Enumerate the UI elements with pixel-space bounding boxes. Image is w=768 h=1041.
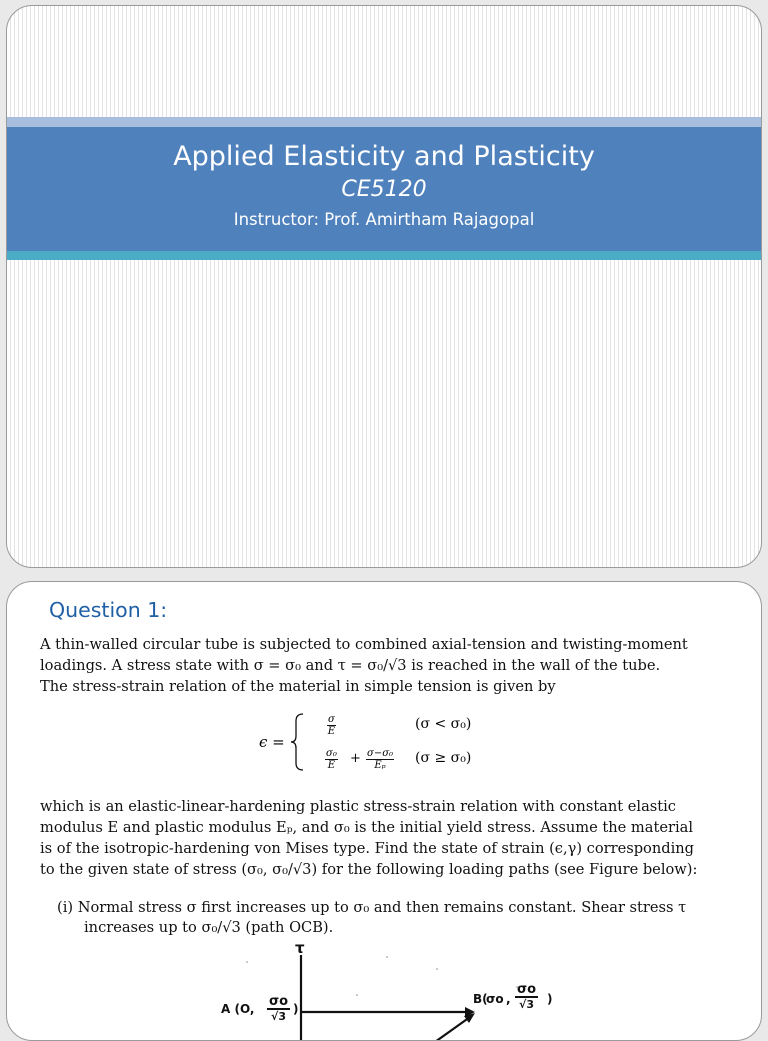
stress-strain-equation [259, 710, 519, 774]
case1-condition: (σ < σ₀) [415, 716, 472, 732]
text-line: The stress-strain relation of the material in simple tension is given by [40, 678, 556, 695]
fraction-plastic-term: $\frac{\text{σ−σ₀}}{\text{Eₚ}}$ [367, 748, 394, 771]
point-b-fraction: σo √3 [517, 982, 537, 1011]
point-b-prefix: B( [473, 992, 488, 1006]
question-heading: Question 1: [49, 598, 168, 622]
point-a-suffix: ) [293, 1002, 299, 1016]
title-band-bottom [7, 251, 761, 260]
title-band-top [7, 117, 761, 127]
title-block [7, 139, 761, 233]
left-brace-icon [289, 713, 305, 771]
text-line: modulus E and plastic modulus Eₚ, and σ₀ is the initial yield stress. Assume the material [40, 819, 693, 836]
fraction-sigma-over-e: $\frac{\sigma}{E}$ [327, 714, 336, 737]
fraction-sigma0-over-e: $\frac{\text{σ₀}}{E}$ [326, 748, 337, 771]
text-line: to the given state of stress (σ₀, σ₀/√3) for the following loading paths (see Figure below): [40, 861, 698, 878]
text-line: (i) Normal stress σ first increases up to σ₀ and then remains constant. Shear stress τ [57, 899, 687, 916]
case2-condition: (σ ≥ σ₀) [415, 750, 472, 766]
text-line: A thin-walled circular tube is subjected to combined axial-tension and twisting-moment [40, 636, 688, 653]
problem-intro [40, 634, 730, 697]
course-title: Applied Elasticity and Plasticity [173, 141, 595, 172]
text-line: which is an elastic-linear-hardening plastic stress-strain relation with constant elastic [40, 798, 676, 815]
problem-body [40, 796, 730, 880]
title-slide [6, 5, 762, 568]
figure-axes [207, 947, 567, 1041]
point-b-sigma: σo [486, 992, 504, 1006]
point-b-suffix: ) [547, 992, 553, 1006]
instructor-line: Instructor: Prof. Amirtham Rajagopal [233, 210, 535, 229]
text-line: increases up to σ₀/√3 (path OCB). [84, 919, 334, 936]
point-a-fraction: σo √3 [269, 994, 289, 1023]
tau-axis-label: τ [295, 939, 305, 957]
loading-path-item [57, 898, 729, 938]
plus-sign: + [350, 751, 361, 766]
point-a-prefix: A (O, [221, 1002, 255, 1016]
text-line: is of the isotropic-hardening von Mises type. Find the state of strain (ϵ,γ) corresponding [40, 840, 694, 857]
course-code: CE5120 [341, 177, 427, 202]
loading-path-figure [207, 939, 567, 1041]
text-line: loadings. A stress state with σ = σ₀ and τ = σ₀/√3 is reached in the wall of the tube. [40, 657, 661, 674]
equation-lhs: ϵ = [259, 733, 285, 751]
question-slide [6, 581, 762, 1041]
point-b-comma: , [506, 992, 511, 1006]
